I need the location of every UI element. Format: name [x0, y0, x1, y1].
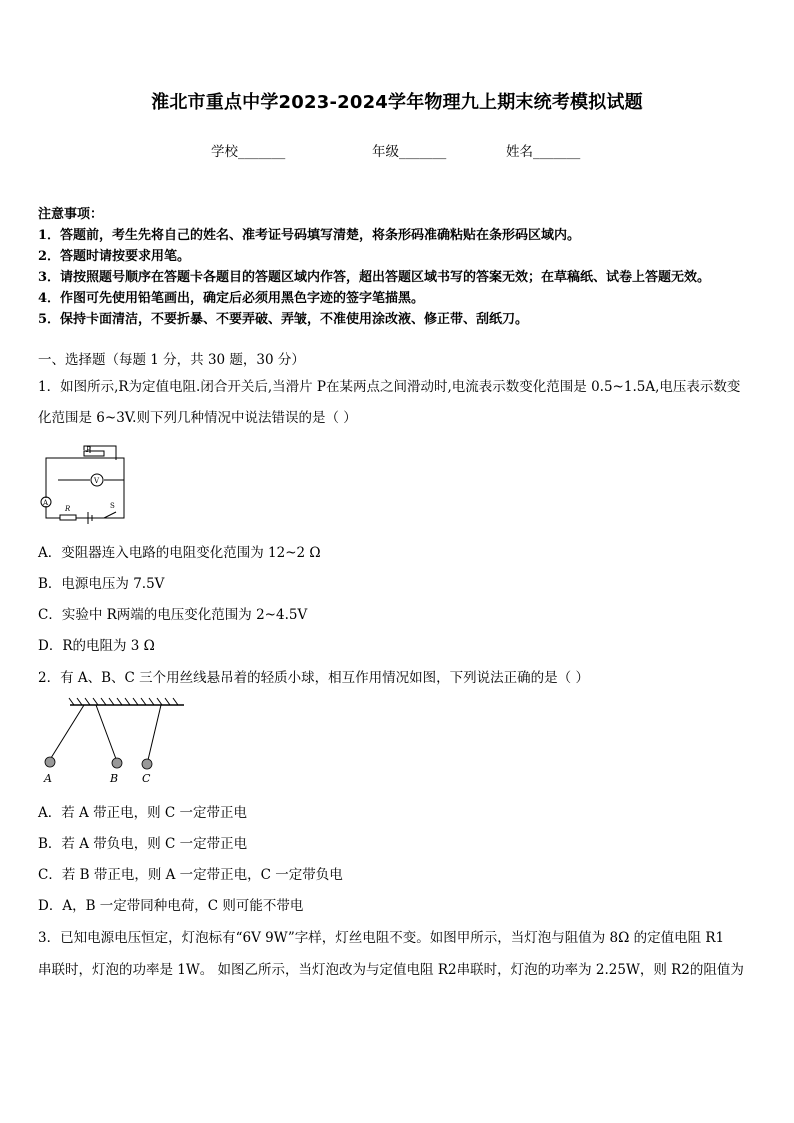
notice-item: 1．答题前，考生先将自己的姓名、准考证号码填写清楚，将条形码准确粘贴在条形码区域内。	[38, 228, 581, 243]
option-b: B．电源电压为 7.5V	[38, 576, 165, 592]
option-d: D．R的电阻为 3 Ω	[38, 638, 155, 654]
notice-item: 2．答题时请按要求用笔。	[38, 249, 191, 264]
option-a: A．若 A 带正电，则 C 一定带正电	[38, 805, 247, 821]
circuit-label-s: S	[110, 502, 115, 510]
grade-field: 年级_______	[372, 144, 447, 160]
option-c: C．若 B 带正电，则 A 一定带正电，C 一定带负电	[38, 867, 343, 883]
school-field: 学校_______	[211, 144, 286, 160]
page-title: 淮北市重点中学2023-2024学年物理九上期末统考模拟试题	[151, 92, 643, 113]
question-2-stem: 2．有 A、B、C 三个用丝线悬吊着的轻质小球，相互作用情况如图，下列说法正确的是（ ）	[38, 670, 589, 686]
circuit-label-v: V	[94, 477, 100, 485]
circuit-label-a: A	[43, 499, 49, 507]
name-field: 姓名_______	[506, 144, 581, 160]
option-d: D．A，B 一定带同种电荷，C 则可能不带电	[38, 898, 304, 914]
notice-heading: 注意事项：	[38, 207, 104, 222]
circuit-label-p: P	[86, 446, 91, 454]
notice-item: 4．作图可先使用铅笔画出，确定后必须用黑色字迹的签字笔描黑。	[38, 291, 425, 306]
option-b: B．若 A 带负电，则 C 一定带正电	[38, 836, 248, 852]
circuit-label-r: R	[65, 505, 71, 513]
circuit-diagram	[36, 440, 132, 524]
notice-item: 5．保持卡面清洁，不要折暴、不要弄破、弄皱，不准使用涂改液、修正带、刮纸刀。	[38, 312, 529, 327]
question-1-stem: 1．如图所示,R为定值电阻.闭合开关后,当滑片 P在某两点之间滑动时,电流表示数变化范围是 0.5~1.5A,电压表示数变	[38, 379, 741, 395]
option-a: A．变阻器连入电路的电阻变化范围为 12~2 Ω	[38, 545, 321, 561]
section-heading: 一、选择题（每题 1 分，共 30 题，30 分）	[38, 352, 305, 368]
ball-label-c: C	[142, 772, 151, 785]
question-3-stem: 3．已知电源电压恒定，灯泡标有“6V 9W”字样，灯丝电阻不变。如图甲所示，当灯泡与阻值为 8Ω 的定值电阻 R1	[38, 930, 725, 946]
notice-item: 3．请按照题号顺序在答题卡各题目的答题区域内作答，超出答题区域书写的答案无效；在草稿纸、试卷上答题无效。	[38, 270, 711, 285]
ball-label-b: B	[110, 772, 119, 785]
question-1-stem-cont: 化范围是 6~3V.则下列几种情况中说法错误的是（ ）	[38, 410, 357, 426]
option-c: C．实验中 R两端的电压变化范围为 2~4.5V	[38, 607, 308, 623]
pendulum-diagram	[36, 694, 188, 786]
question-3-stem-cont: 串联时，灯泡的功率是 1W。 如图乙所示，当灯泡改为与定值电阻 R2串联时，灯泡的功率为 2.25W，则 R2的阻值为	[38, 962, 744, 978]
ball-label-a: A	[44, 772, 52, 785]
